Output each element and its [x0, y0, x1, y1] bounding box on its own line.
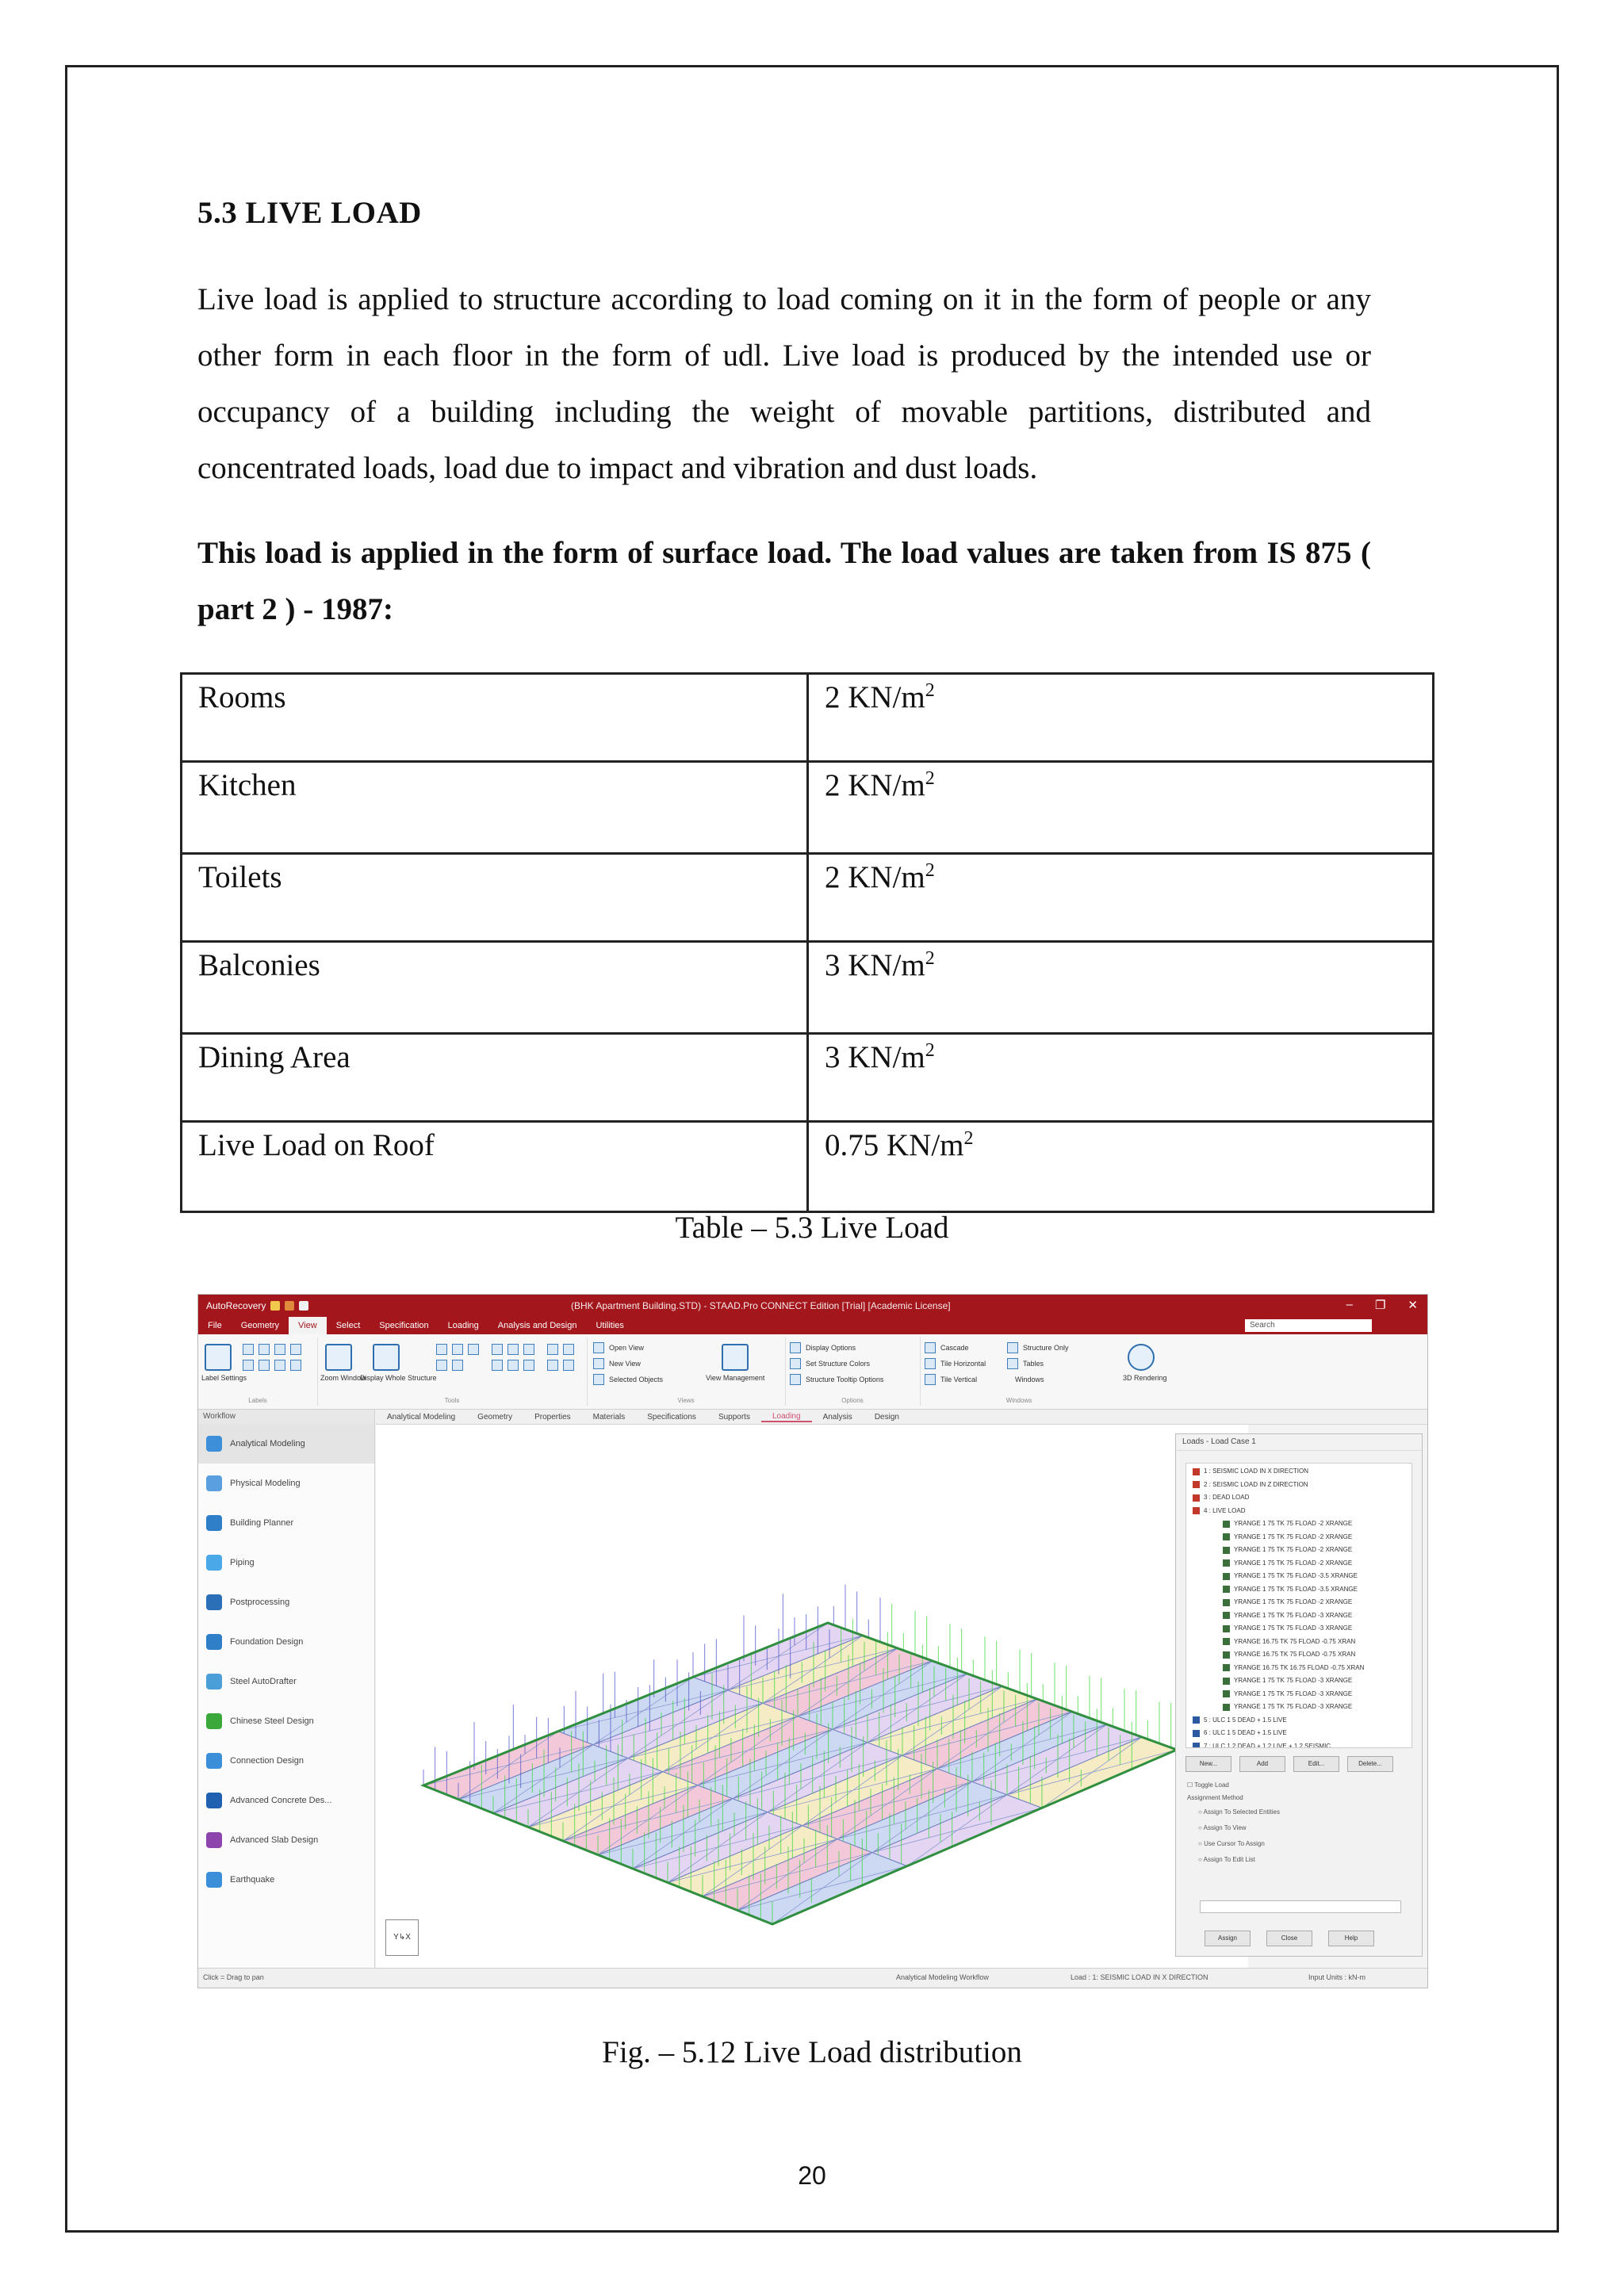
load-value-cell [808, 762, 1434, 854]
load-value: 0.75 KN/m [825, 1128, 964, 1162]
workflow-label: Piping [230, 1558, 255, 1567]
load-case-icon [1193, 1730, 1200, 1737]
load-tree-label: 7 : ULC 1 2 DEAD + 1.2 LIVE + 1.2 SEISMIC [1204, 1742, 1331, 1748]
ribbon-tab-specification[interactable]: Specification [379, 1321, 429, 1330]
ribbon-group-label: Labels [248, 1397, 267, 1404]
load-value-cell [808, 1034, 1434, 1122]
status-hint: Click = Drag to pan [203, 1973, 264, 1981]
assignment-option-label: Assign To View [1203, 1824, 1247, 1831]
workflow-icon [206, 1515, 222, 1531]
workflow-label: Chinese Steel Design [230, 1716, 314, 1726]
workflow-icon [206, 1475, 222, 1491]
loads-dialog [1175, 1433, 1423, 1957]
load-tree-item[interactable] [1186, 1557, 1411, 1571]
load-tree-item[interactable] [1186, 1740, 1411, 1749]
load-tree-item[interactable] [1186, 1465, 1411, 1479]
display-whole-structure-icon[interactable] [373, 1344, 400, 1371]
area-cell: Rooms [182, 674, 808, 762]
dynamic-zoom-icon[interactable] [452, 1360, 463, 1371]
area-cell: Toilets [182, 854, 808, 942]
minimize-icon[interactable]: – [1346, 1298, 1353, 1311]
load-tree-label: YRANGE 1 75 TK 75 FLOAD -3 XRANGE [1234, 1611, 1353, 1619]
zoom-prev-icon[interactable] [468, 1344, 479, 1355]
load-case-icon [1193, 1716, 1200, 1724]
rendering-label: 3D Rendering [1123, 1374, 1167, 1382]
load-tree-item[interactable] [1186, 1570, 1411, 1583]
label-icon[interactable] [274, 1360, 285, 1371]
workflow-label: Steel AutoDrafter [230, 1677, 297, 1686]
axis-triad-icon: Y↳X [385, 1919, 419, 1956]
unit-exponent: 2 [925, 680, 935, 701]
windows-dropdown[interactable]: Windows [1015, 1376, 1044, 1383]
status-bar [198, 1968, 1427, 1988]
structure-only-label[interactable]: Structure Only [1023, 1344, 1069, 1352]
workflow-label: Foundation Design [230, 1637, 304, 1647]
pan-icon[interactable] [436, 1360, 447, 1371]
ribbon-panel [198, 1334, 1427, 1410]
load-tree-label: YRANGE 1 75 TK 75 FLOAD -3.5 XRANGE [1234, 1572, 1358, 1579]
load-tree-label: YRANGE 1 75 TK 75 FLOAD -3 XRANGE [1234, 1624, 1353, 1632]
ribbon-tab-select[interactable]: Select [335, 1321, 361, 1330]
selected-objects-label[interactable]: Selected Objects [609, 1376, 664, 1383]
tile-vertical-icon[interactable] [925, 1374, 936, 1385]
ribbon-tabs [198, 1317, 1427, 1334]
load-case-icon [1193, 1468, 1200, 1475]
workflow-item[interactable] [198, 1424, 374, 1464]
load-tree-label: 1 : SEISMIC LOAD IN X DIRECTION [1204, 1468, 1309, 1475]
load-tree-item[interactable] [1186, 1491, 1411, 1505]
load-item-icon [1223, 1664, 1230, 1671]
label-icon[interactable] [274, 1344, 285, 1355]
zoom-window-icon[interactable] [325, 1344, 352, 1371]
ribbon-group-label: Windows [1005, 1397, 1032, 1404]
status-load: Load : 1: SEISMIC LOAD IN X DIRECTION [1071, 1973, 1208, 1981]
load-tree-item[interactable] [1186, 1479, 1411, 1492]
load-tree-label: YRANGE 1 75 TK 75 FLOAD -2 XRANGE [1234, 1520, 1353, 1527]
load-case-icon [1193, 1507, 1200, 1514]
workflow-label: Analytical Modeling [230, 1439, 305, 1448]
load-item-icon [1223, 1704, 1230, 1711]
workflow-label: Connection Design [230, 1756, 304, 1766]
assignment-option-label: Assign To Selected Entities [1203, 1808, 1280, 1816]
load-value: 2 KN/m [825, 680, 925, 714]
display-whole-structure-label: Display Whole Structure [360, 1374, 437, 1382]
autorecovery-label: AutoRecovery [206, 1300, 266, 1311]
tooltip-options-label[interactable]: Structure Tooltip Options [806, 1376, 884, 1383]
structure-only-icon[interactable] [1007, 1342, 1018, 1353]
load-tree-item[interactable] [1186, 1648, 1411, 1662]
workflow-icon [206, 1634, 222, 1650]
rotate-icon[interactable] [547, 1344, 558, 1355]
view-management-icon[interactable] [722, 1344, 749, 1371]
load-value-cell [808, 674, 1434, 762]
load-value: 3 KN/m [825, 948, 925, 982]
rotate-icon[interactable] [563, 1344, 574, 1355]
close-button[interactable]: Close [1266, 1931, 1312, 1946]
table-row [182, 854, 1434, 942]
window-controls [1346, 1298, 1418, 1312]
load-tree-item[interactable] [1186, 1531, 1411, 1544]
ribbon-tab-file[interactable]: File [208, 1321, 222, 1330]
load-tree-item[interactable] [1186, 1544, 1411, 1557]
rotate-icon[interactable] [563, 1360, 574, 1371]
workflow-item[interactable] [198, 1860, 374, 1900]
unit-exponent: 2 [925, 860, 935, 881]
workflow-sidebar [198, 1410, 375, 1969]
load-tree-label: YRANGE 16.75 TK 16.75 FLOAD -0.75 XRAN [1234, 1663, 1365, 1671]
load-tree-item[interactable] [1186, 1688, 1411, 1701]
page-tab-geometry[interactable]: Geometry [477, 1412, 513, 1422]
rendering-icon[interactable] [1128, 1344, 1155, 1371]
open-icon[interactable] [285, 1301, 294, 1311]
load-tree-label: YRANGE 1 75 TK 75 FLOAD -3.5 XRANGE [1234, 1585, 1358, 1593]
load-tree-label: YRANGE 16.75 TK 75 FLOAD -0.75 XRAN [1234, 1637, 1356, 1645]
assignment-option-label: Assign To Edit List [1203, 1856, 1255, 1863]
workflow-item[interactable] [198, 1622, 374, 1662]
page-control-tabs [376, 1410, 1428, 1425]
unit-exponent: 2 [925, 1040, 935, 1061]
toggle-load-label: Toggle Load [1194, 1781, 1229, 1789]
page-tab-supports[interactable]: Supports [718, 1412, 750, 1422]
label-icon[interactable] [243, 1344, 254, 1355]
radio-icon: ○ [1198, 1840, 1205, 1847]
load-tree-label: YRANGE 1 75 TK 75 FLOAD -3 XRANGE [1234, 1689, 1353, 1697]
view-icon[interactable] [492, 1344, 503, 1355]
cascade-icon[interactable] [925, 1342, 936, 1353]
workflow-item[interactable] [198, 1820, 374, 1860]
workflow-header: Workflow [198, 1410, 374, 1424]
workflow-label: Advanced Concrete Des... [230, 1796, 332, 1805]
workflow-list [198, 1424, 374, 1900]
radio-icon: ○ [1198, 1808, 1204, 1816]
close-icon[interactable]: ✕ [1408, 1299, 1418, 1312]
ribbon-group-label: Views [677, 1397, 695, 1404]
ribbon-tab-utilities[interactable]: Utilities [596, 1321, 624, 1330]
load-case-tree[interactable] [1185, 1463, 1412, 1748]
search-input[interactable]: Search [1245, 1319, 1372, 1332]
workflow-item[interactable] [198, 1741, 374, 1781]
load-item-icon [1223, 1638, 1230, 1645]
page-tab-loading[interactable]: Loading [761, 1412, 812, 1422]
display-options-icon[interactable] [790, 1342, 801, 1353]
workflow-item[interactable] [198, 1781, 374, 1820]
rotate-icon[interactable] [547, 1360, 558, 1371]
label-icon[interactable] [259, 1344, 270, 1355]
unit-exponent: 2 [925, 768, 935, 789]
load-tree-item[interactable] [1186, 1505, 1411, 1518]
workflow-item[interactable] [198, 1464, 374, 1503]
load-item-icon [1223, 1599, 1230, 1606]
figure-caption: Fig. – 5.12 Live Load distribution [602, 2035, 1022, 2069]
table-row [182, 1034, 1434, 1122]
tile-horizontal-icon[interactable] [925, 1358, 936, 1369]
workflow-item[interactable] [198, 1701, 374, 1741]
page-tab-materials[interactable]: Materials [592, 1412, 626, 1422]
load-value: 2 KN/m [825, 860, 925, 894]
load-item-icon [1223, 1690, 1230, 1697]
load-tree-item[interactable] [1186, 1622, 1411, 1636]
new-view-icon[interactable] [593, 1358, 604, 1369]
load-tree-label: 3 : DEAD LOAD [1204, 1494, 1250, 1501]
workflow-icon [206, 1555, 222, 1571]
load-buttons [1185, 1756, 1393, 1772]
workflow-icon [206, 1436, 222, 1452]
load-tree-label: YRANGE 1 75 TK 75 FLOAD -2 XRANGE [1234, 1533, 1353, 1540]
workflow-item[interactable] [198, 1503, 374, 1543]
load-tree-label: YRANGE 16.75 TK 75 FLOAD -0.75 XRAN [1234, 1651, 1356, 1658]
load-tree-label: YRANGE 1 75 TK 75 FLOAD -3 XRANGE [1234, 1703, 1353, 1710]
view-icon[interactable] [508, 1360, 519, 1371]
workflow-icon [206, 1753, 222, 1769]
table-row [182, 762, 1434, 854]
area-cell: Live Load on Roof [182, 1122, 808, 1212]
structure-model [376, 1425, 1248, 1969]
tables-label[interactable]: Tables [1023, 1360, 1044, 1368]
workflow-icon [206, 1674, 222, 1689]
assign-button[interactable]: Assign [1205, 1931, 1251, 1946]
live-load-table [180, 672, 1434, 1213]
undo-icon[interactable] [299, 1301, 308, 1311]
save-icon[interactable] [270, 1301, 280, 1311]
selected-objects-icon[interactable] [593, 1374, 604, 1385]
load-tree-label: 6 : ULC 1 5 DEAD + 1.5 LIVE [1204, 1729, 1287, 1736]
load-item-icon [1223, 1612, 1230, 1619]
load-tree-item[interactable] [1186, 1727, 1411, 1740]
load-value-cell [808, 1122, 1434, 1212]
page-tab-design[interactable]: Design [874, 1412, 899, 1422]
ribbon-tab-geometry[interactable]: Geometry [240, 1321, 280, 1330]
title-bar [198, 1295, 1427, 1317]
zoom-out-icon[interactable] [452, 1344, 463, 1355]
load-item-icon [1223, 1678, 1230, 1685]
workflow-icon [206, 1713, 222, 1729]
load-tree-label: 5 : ULC 1 5 DEAD + 1.5 LIVE [1204, 1716, 1287, 1724]
ribbon-group-label: Tools [444, 1397, 460, 1404]
load-tree-item[interactable] [1186, 1674, 1411, 1688]
staad-screenshot [197, 1294, 1428, 1988]
page-tab-specifications[interactable]: Specifications [647, 1412, 696, 1422]
page-number: 20 [798, 2161, 826, 2190]
load-tree-label: YRANGE 1 75 TK 75 FLOAD -2 XRANGE [1234, 1559, 1353, 1567]
table-row [182, 674, 1434, 762]
tables-icon[interactable] [1007, 1358, 1018, 1369]
load-item-icon [1223, 1651, 1230, 1659]
section-paragraph: Live load is applied to structure according to load coming on it in the form of people or any other form in each floor in the form of udl. Live load is produced by the intended use or occupancy of a building including the weight of movable partitions, distributed and concentrated loads, load due to impact and vibration and dust loads. [197, 282, 1371, 485]
load-value-cell [808, 854, 1434, 942]
ribbon-group-tools [317, 1337, 588, 1406]
load-item-icon [1223, 1533, 1230, 1540]
table-row [182, 1122, 1434, 1212]
load-tree-label: YRANGE 1 75 TK 75 FLOAD -2 XRANGE [1234, 1546, 1353, 1553]
area-cell: Dining Area [182, 1034, 808, 1122]
area-cell: Kitchen [182, 762, 808, 854]
load-value: 2 KN/m [825, 768, 925, 802]
label-icon[interactable] [243, 1360, 254, 1371]
restore-icon[interactable]: ❐ [1374, 1299, 1386, 1312]
status-units: Input Units : kN-m [1308, 1973, 1366, 1981]
display-options-label[interactable]: Display Options [806, 1344, 856, 1352]
assignment-option[interactable] [1198, 1840, 1265, 1847]
table-row [182, 942, 1434, 1034]
page-tab-analytical-modeling[interactable]: Analytical Modeling [387, 1412, 456, 1422]
load-tree-item[interactable] [1186, 1583, 1411, 1597]
load-tree-label: 4 : LIVE LOAD [1204, 1506, 1246, 1514]
unit-exponent: 2 [925, 948, 935, 969]
label-settings-label: Label Settings [201, 1374, 247, 1382]
workflow-icon [206, 1594, 222, 1610]
structure-colors-label[interactable]: Set Structure Colors [806, 1360, 871, 1368]
ribbon-group-views [587, 1337, 786, 1406]
load-tree-item[interactable] [1186, 1636, 1411, 1649]
load-case-icon [1193, 1743, 1200, 1748]
load-tree-label: YRANGE 1 75 TK 75 FLOAD -2 XRANGE [1234, 1598, 1353, 1605]
view-icon[interactable] [492, 1360, 503, 1371]
load-item-icon [1223, 1625, 1230, 1632]
tile-vertical-label[interactable]: Tile Vertical [940, 1376, 978, 1383]
load-value: 3 KN/m [825, 1040, 925, 1074]
ribbon-group-rendering [1118, 1337, 1166, 1406]
workflow-label: Earthquake [230, 1875, 275, 1885]
workflow-label: Building Planner [230, 1518, 294, 1528]
assignment-option-label: Use Cursor To Assign [1204, 1840, 1265, 1847]
radio-icon: ○ [1198, 1824, 1204, 1831]
load-tree-item[interactable] [1186, 1517, 1411, 1531]
ribbon-group-options [785, 1337, 921, 1406]
ribbon-group-label: Options [841, 1397, 864, 1404]
label-icon[interactable] [290, 1344, 301, 1355]
load-item-icon [1223, 1573, 1230, 1580]
workflow-label: Physical Modeling [230, 1479, 301, 1488]
radio-icon: ○ [1198, 1856, 1204, 1863]
dialog-buttons [1205, 1931, 1374, 1946]
tile-horizontal-label[interactable]: Tile Horizontal [940, 1360, 986, 1368]
ribbon-group-labels [198, 1337, 318, 1406]
quick-access-toolbar [206, 1300, 308, 1311]
help-button[interactable]: Help [1328, 1931, 1374, 1946]
ribbon-tab-loading[interactable]: Loading [447, 1321, 479, 1330]
load-case-icon [1193, 1494, 1200, 1502]
ribbon-tab-view[interactable]: View [289, 1317, 327, 1334]
open-view-icon[interactable] [593, 1342, 604, 1353]
workflow-item[interactable] [198, 1543, 374, 1582]
edit-list-field[interactable] [1200, 1900, 1401, 1913]
label-icon[interactable] [290, 1360, 301, 1371]
view-management-label: View Management [706, 1374, 765, 1382]
new-view-label[interactable]: New View [609, 1360, 641, 1368]
workflow-icon [206, 1832, 222, 1848]
load-tree-item[interactable] [1186, 1596, 1411, 1609]
workflow-label: Postprocessing [230, 1598, 290, 1607]
load-tree-item[interactable] [1186, 1714, 1411, 1728]
load-item-icon [1223, 1586, 1230, 1593]
assignment-option[interactable] [1198, 1856, 1255, 1863]
load-tree-item[interactable] [1186, 1609, 1411, 1623]
zoom-window-label: Zoom Window [320, 1374, 366, 1382]
status-workflow: Analytical Modeling Workflow [896, 1973, 989, 1981]
load-tree-item[interactable] [1186, 1701, 1411, 1714]
bold-paragraph: This load is applied in the form of surface load. The load values are taken from IS 875 ( part 2 ) - 1987: [197, 536, 1371, 626]
assignment-option[interactable] [1198, 1808, 1280, 1816]
table-caption: Table – 5.3 Live Load [675, 1211, 949, 1245]
workflow-item[interactable] [198, 1662, 374, 1701]
workflow-item[interactable] [198, 1582, 374, 1622]
open-view-label[interactable]: Open View [609, 1344, 644, 1352]
page-tab-properties[interactable]: Properties [534, 1412, 571, 1422]
structure-colors-icon[interactable] [790, 1358, 801, 1369]
view-icon[interactable] [508, 1344, 519, 1355]
ribbon-group-windows [920, 1337, 1118, 1406]
assignment-method-label: Assignment Method [1187, 1794, 1243, 1801]
view-icon[interactable] [523, 1360, 534, 1371]
load-item-icon [1223, 1559, 1230, 1567]
label-icon[interactable] [259, 1360, 270, 1371]
workflow-label: Advanced Slab Design [230, 1835, 319, 1845]
new-button[interactable]: New... [1185, 1756, 1231, 1772]
load-tree-label: 2 : SEISMIC LOAD IN Z DIRECTION [1204, 1480, 1308, 1488]
edit-button[interactable]: Edit... [1293, 1756, 1339, 1772]
add-button[interactable]: Add [1239, 1756, 1285, 1772]
load-value-cell [808, 942, 1434, 1034]
assignment-option[interactable] [1198, 1824, 1247, 1831]
tooltip-options-icon[interactable] [790, 1374, 801, 1385]
area-cell: Balconies [182, 942, 808, 1034]
section-heading: 5.3 LIVE LOAD [197, 196, 422, 230]
workflow-icon [206, 1872, 222, 1888]
view-icon[interactable] [523, 1344, 534, 1355]
load-item-icon [1223, 1521, 1230, 1528]
workflow-icon [206, 1793, 222, 1808]
load-case-icon [1193, 1481, 1200, 1488]
load-item-icon [1223, 1547, 1230, 1554]
loads-dialog-title: Loads - Load Case 1 [1176, 1434, 1422, 1451]
unit-exponent: 2 [963, 1128, 974, 1149]
window-title: (BHK Apartment Building.STD) - STAAD.Pro CONNECT Edition [Trial] [Academic License] [571, 1300, 951, 1311]
load-tree-label: YRANGE 1 75 TK 75 FLOAD -3 XRANGE [1234, 1677, 1353, 1684]
ribbon-tab-analysis-and-design[interactable]: Analysis and Design [497, 1321, 577, 1330]
page-tab-analysis[interactable]: Analysis [822, 1412, 852, 1422]
delete-button[interactable]: Delete... [1347, 1756, 1393, 1772]
cascade-label[interactable]: Cascade [940, 1344, 969, 1352]
model-viewport[interactable] [376, 1425, 1248, 1969]
zoom-in-icon[interactable] [436, 1344, 447, 1355]
toggle-load-checkbox[interactable]: ☐ Toggle Load [1187, 1781, 1229, 1789]
load-tree-item[interactable] [1186, 1662, 1411, 1675]
label-settings-icon[interactable] [205, 1344, 232, 1371]
